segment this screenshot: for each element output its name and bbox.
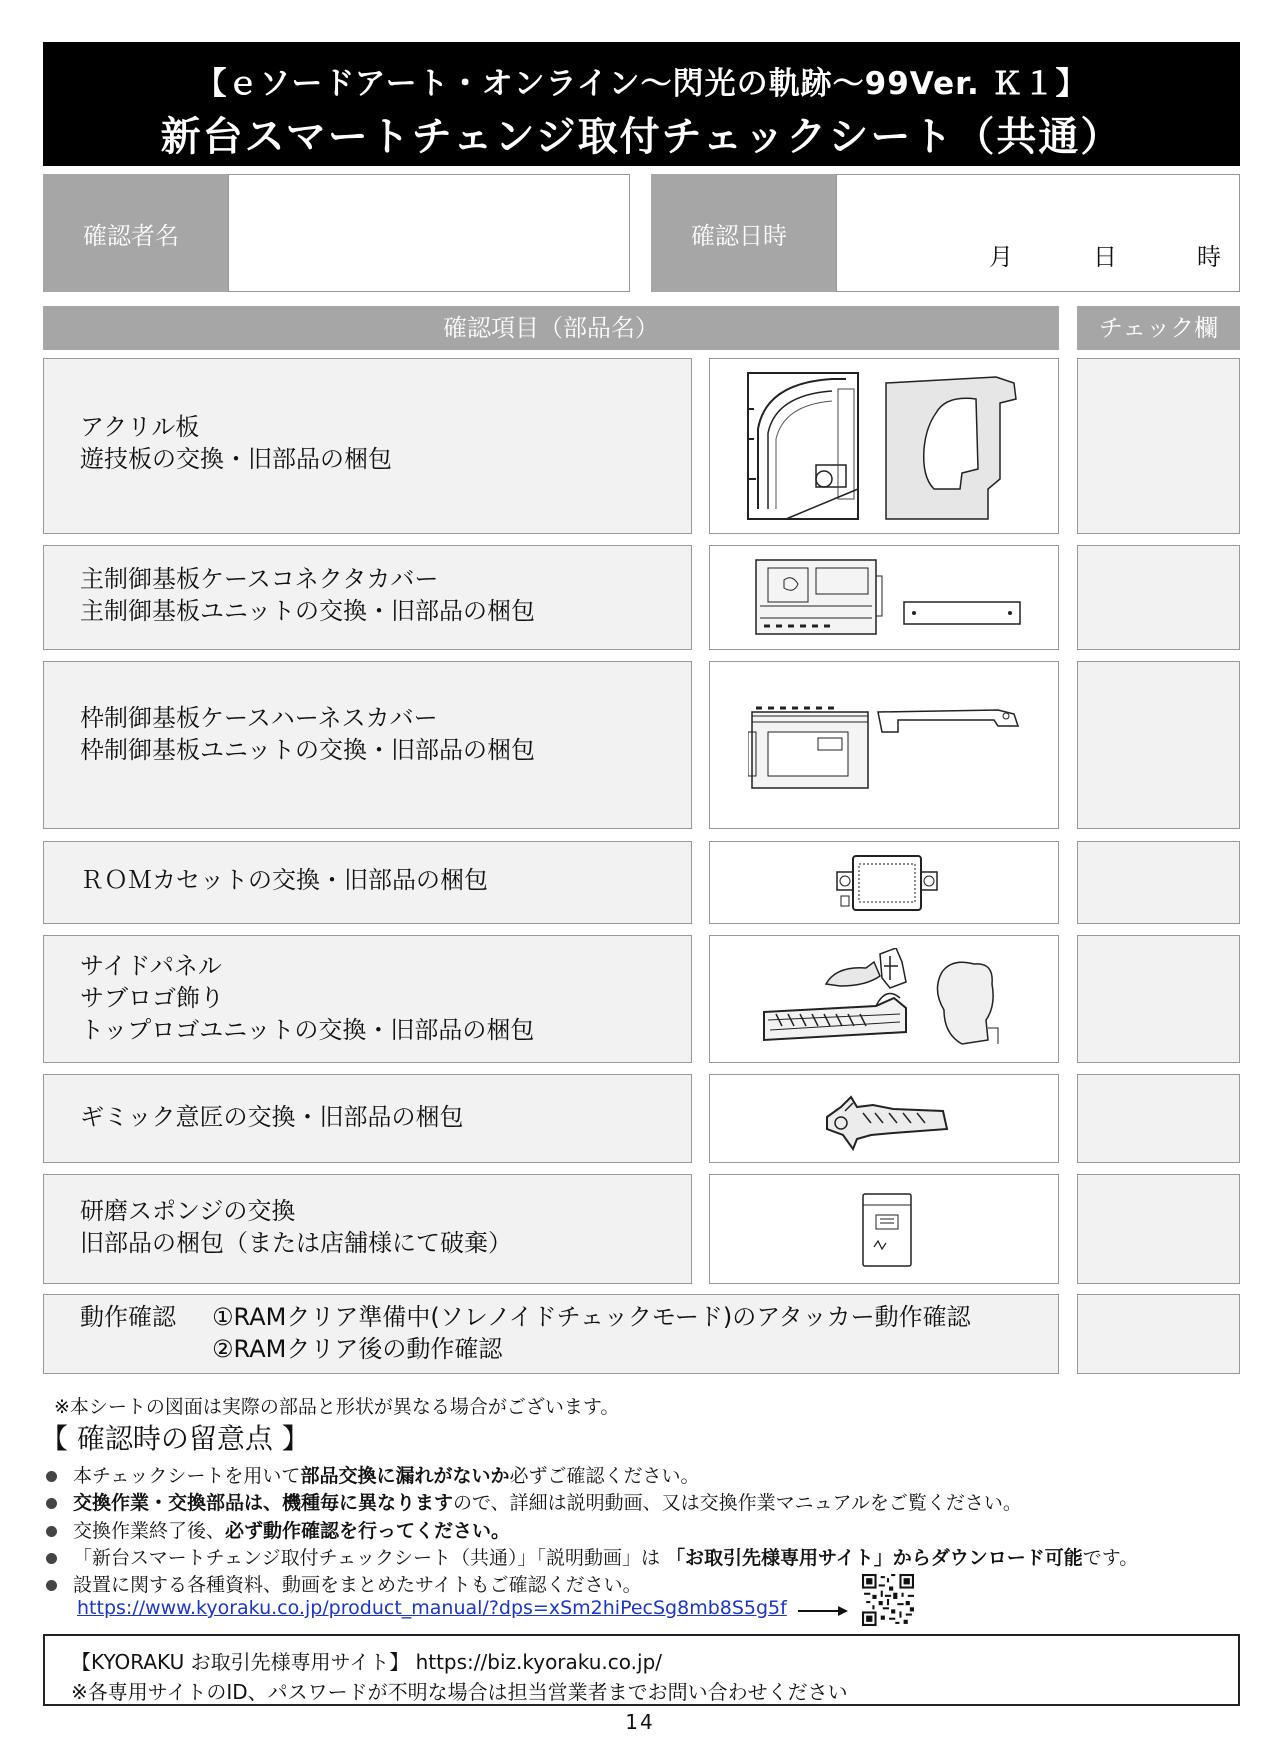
part-image-side-panel (709, 935, 1059, 1063)
part-image-rom-cassette (709, 841, 1059, 924)
notes-heading: 【 確認時の留意点 】 (40, 1422, 310, 1455)
check-cell-8[interactable] (1077, 1294, 1240, 1374)
date-label-cell (651, 174, 836, 292)
bullet-bold: 部品交換に漏れがないか (300, 1465, 510, 1487)
row-label: アクリル板 遊技板の交換・旧部品の梱包 (80, 413, 392, 473)
check-cell-3[interactable] (1077, 661, 1240, 829)
row-label: ギミック意匠の交換・旧部品の梱包 (80, 1103, 464, 1131)
bullet-2 (46, 1488, 1022, 1515)
acrylic-board-drawing (746, 369, 1026, 525)
row-operation-check (43, 1294, 1059, 1374)
bullet-text: です。 (1082, 1547, 1139, 1569)
row-label: 主制御基板ケースコネクタカバー 主制御基板ユニットの交換・旧部品の梱包 (80, 565, 536, 625)
part-image-sponge (709, 1174, 1059, 1284)
row-rom-cassette (43, 841, 692, 924)
bullet-text: 「新台スマートチェンジ取付チェックシート（共通）」「説明動画」は (73, 1547, 667, 1569)
bullet-3 (46, 1516, 510, 1543)
bullet-text: 本チェックシートを用いて (73, 1465, 301, 1487)
check-cell-2[interactable] (1077, 545, 1240, 650)
row-main-board-cover (43, 545, 692, 650)
footnote: ※本シートの図面は実際の部品と形状が異なる場合がございます。 (54, 1396, 620, 1418)
bullet-dot-icon (46, 1580, 57, 1591)
page-number: 14 (625, 1710, 655, 1734)
bullet-1 (46, 1461, 699, 1488)
row-gimmick (43, 1074, 692, 1163)
operation-label: 動作確認 (80, 1303, 176, 1331)
footer-line1: 【KYORAKU お取引先様専用サイト】 https://biz.kyoraku.co.jp/ (71, 1650, 663, 1674)
row-acrylic-board (43, 358, 692, 534)
bullet-text: 必ずご確認ください。 (509, 1465, 700, 1487)
title-line2: 新台スマートチェンジ取付チェックシート（共通） (160, 114, 1123, 160)
check-cell-1[interactable] (1077, 358, 1240, 534)
arrow-right-icon (796, 1603, 850, 1619)
row-frame-board-cover (43, 661, 692, 829)
bullet-text: 設置に関する各種資料、動画をまとめたサイトもご確認ください。 (73, 1574, 642, 1596)
bullet-dot-icon (46, 1498, 57, 1509)
title-line1: 【ｅソードアート・オンライン〜閃光の軌跡〜99Ver. Ｋ１】 (195, 66, 1088, 102)
footer-line2: ※各専用サイトのID、パスワードが不明な場合は担当営業者までお問い合わせください (71, 1680, 848, 1704)
hour-label: 時 (1197, 243, 1221, 271)
bullet-dot-icon (46, 1553, 57, 1564)
date-time-field[interactable] (836, 174, 1240, 292)
bullet-5 (46, 1570, 642, 1597)
bullet-bold: 「お取引先様専用サイト」からダウンロード可能 (666, 1547, 1083, 1569)
operation-item-2: ②RAMクリア後の動作確認 (212, 1335, 503, 1363)
check-cell-5[interactable] (1077, 935, 1240, 1063)
frame-board-drawing (748, 702, 1028, 792)
title-banner (43, 42, 1240, 166)
main-board-drawing (754, 556, 1024, 642)
row-label: サイドパネル サブロゴ飾り トップロゴユニットの交換・旧部品の梱包 (80, 952, 535, 1044)
items-header: 確認項目（部品名） (43, 306, 1059, 350)
bullet-bold: 交換作業・交換部品は、機種毎に異なります (73, 1492, 454, 1514)
month-label: 月 (989, 243, 1013, 271)
bullet-text: ので、詳細は説明動画、又は交換作業マニュアルをご覧ください。 (453, 1492, 1022, 1514)
gimmick-drawing (823, 1089, 951, 1151)
row-polishing-sponge (43, 1174, 692, 1284)
date-label: 確認日時 (691, 222, 787, 250)
sponge-drawing (860, 1191, 914, 1269)
side-panel-drawing (756, 948, 1026, 1056)
qr-code-icon[interactable] (862, 1574, 914, 1626)
part-image-gimmick (709, 1074, 1059, 1163)
bullet-bold: 必ず動作確認を行ってください。 (225, 1520, 511, 1542)
confirmer-label-cell (43, 174, 228, 292)
part-image-main-board (709, 545, 1059, 650)
row-label: 研磨スポンジの交換 旧部品の梱包（または店舗様にて破棄） (80, 1197, 512, 1257)
day-label: 日 (1093, 243, 1117, 271)
check-header: チェック欄 (1077, 306, 1240, 350)
bullet-text: 交換作業終了後、 (73, 1520, 226, 1542)
bullet-4 (46, 1543, 1138, 1570)
row-label: ＲＯＭカセットの交換・旧部品の梱包 (80, 866, 488, 894)
part-image-frame-board (709, 661, 1059, 829)
row-label: 枠制御基板ケースハーネスカバー 枠制御基板ユニットの交換・旧部品の梱包 (80, 704, 536, 764)
manual-link[interactable]: https://www.kyoraku.co.jp/product_manual/?dps=xSm2hiPecSg8mb8S5g5f (77, 1597, 787, 1619)
confirmer-label: 確認者名 (83, 222, 179, 250)
rom-cassette-drawing (835, 852, 939, 916)
part-image-acrylic-board (709, 358, 1059, 534)
row-side-panel (43, 935, 692, 1063)
footer-info-box (43, 1634, 1240, 1706)
check-cell-7[interactable] (1077, 1174, 1240, 1284)
check-cell-6[interactable] (1077, 1074, 1240, 1163)
confirmer-name-field[interactable] (228, 174, 630, 292)
bullet-dot-icon (46, 1471, 57, 1482)
check-cell-4[interactable] (1077, 841, 1240, 924)
operation-item-1: ①RAMクリア準備中(ソレノイドチェックモード)のアタッカー動作確認 (212, 1303, 971, 1331)
bullet-dot-icon (46, 1526, 57, 1537)
